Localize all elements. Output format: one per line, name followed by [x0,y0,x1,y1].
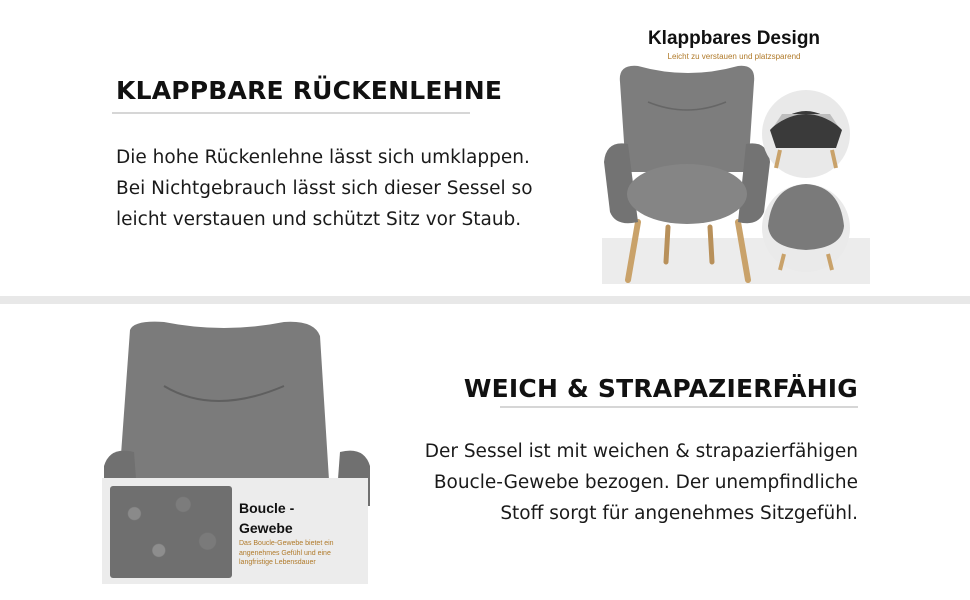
feature-section-foldable-back [0,0,970,296]
feature-section-soft-durable [0,304,970,600]
section-heading: WEICH & STRAPAZIERFÄHIG [463,374,858,403]
description-line: Die hohe Rückenlehne lässt sich umklappen. [116,147,530,168]
section-divider [0,296,970,304]
heading-underline [500,406,858,408]
section-description [116,142,533,235]
graphic-subtitle: Leicht zu verstauen und platzsparend [667,52,801,61]
fabric-swatch-image [110,486,232,578]
description-line: leicht verstauen und schützt Sitz vor Staub. [116,209,522,230]
swatch-title-line: Boucle - [239,500,295,516]
foldable-design-graphic [598,22,870,284]
description-line: Boucle-Gewebe bezogen. Der unempfindliche [433,472,858,493]
armchair-image [598,22,870,284]
graphic-title: Klappbares Design [647,28,821,49]
description-line: Der Sessel ist mit weichen & strapazierfähigen [424,441,858,462]
fabric-swatch-card [102,478,368,584]
swatch-description: Das Boucle-Gewebe bietet ein angenehmes Gefühl und eine langfristige Lebensdauer [239,540,334,566]
description-line: Stoff sorgt für angenehmes Sitzgefühl. [500,503,858,524]
swatch-title-line: Gewebe [239,520,293,536]
section-description [425,436,858,529]
heading-underline [112,112,470,114]
section-heading: KLAPPBARE RÜCKENLEHNE [116,76,503,105]
description-line: Bei Nichtgebrauch lässt sich dieser Sessel so [116,178,533,199]
swatch-title [239,498,294,538]
